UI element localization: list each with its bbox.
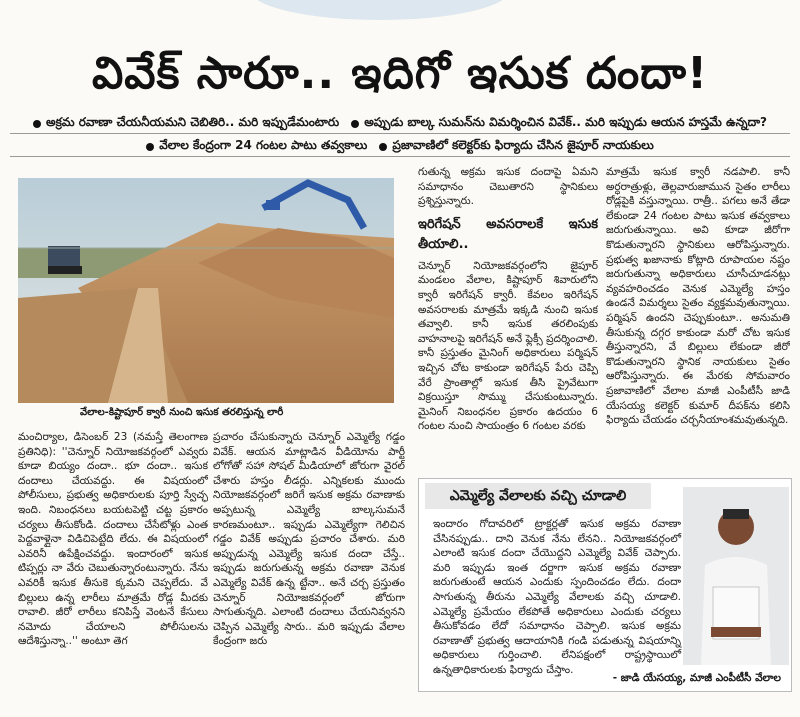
article-column-3 [418, 165, 598, 465]
box-signature: - జాడి యేసయ్య, మాజీ ఎంపీటీసీ వేలాల [612, 672, 781, 684]
divider [10, 133, 790, 134]
bullet-icon [351, 120, 359, 128]
box-title: ఎమ్మెల్యే వేలాలకు వచ్చి చూడాలి [425, 483, 651, 509]
person-photo [683, 487, 789, 665]
portrait-image [683, 487, 789, 665]
subheading: ఇరిగేషన్‌ అవసరాలకే ఇసుక తీయాలి.. [418, 216, 598, 252]
bullet-icon [379, 143, 387, 151]
quote-box [418, 478, 792, 692]
article-column-4 [606, 165, 790, 465]
deck-row-1 [0, 115, 800, 132]
deck-item: వేలాల కేంద్రంగా 24 గంటల పాటు తవ్వకాలు [146, 138, 367, 155]
news-photo [18, 178, 394, 403]
article-column-2 [213, 430, 405, 712]
deck-item: అక్రమ రవాణా చేయనీయమని చెబితిరి.. మరి ఇప్పుడేమంటారు [33, 115, 339, 132]
header-decoration [250, 0, 510, 20]
deck-row-2 [0, 138, 800, 155]
paragraph: మంచిర్యాల, డిసెంబర్‌ 23 (నమస్తే తెలంగాణ ప్రతినిధి): ''చెన్నూర్‌ నియోజకవర్గంలో ఎవ్వరు కూడా బియ్యం దందా.. భూ దందా.. ఇసుక దందాలు చేయవద్దు. ఈ విషయంలో పోలీసులు, ప్రభుత్వ అధికారులకు పూర్తి స్వేచ్ఛ ఇంది. నిబంధనలు బయటపెట్టి చట్ట ప్రకారం చర్యలు తీసుకోండి. దందాలు చేసేటోళ్లు ఎంత పెద్దవాళ్లైనా విడిచిపెట్టేది లేదు. ఈ విషయంలో ఎవరినీ ఉపేక్షించవద్దు. ఇందారంలో ఇసుక టిప్పర్లు నా వేరు చెబుతున్నారంటున్నారు. నేను ఎవరికీ ఇసుక తీసుకె క్కమని చెప్పలేదు. వే బిల్లులు ఉన్న లారీలు మాత్రమే రోడ్ల మీదకు రావాలి. జీరో లారీలు కనిపిస్తే వెంటనే కేసులు నమోదు చేయాలని పోలీసులను ఆదేశిస్తున్నా..'' అంటూ తెగ [18, 431, 208, 648]
paragraph: గుతున్న అక్రమ ఇసుక దందాపై ఏమని సమాధానం చెబుతారని స్థానికులు ప్రశ్నిస్తున్నారు. [418, 166, 598, 208]
box-text: ఇందారం గోదావరిలో ట్రాక్టర్లతో ఇసుక అక్రమ రవాణా చేసినప్పుడు.. దాని వెనుక నేను లేనని.. నియోజకవర్గంలో ఎలాంటి ఇసుక దందా చేయొద్దని ఎమ్మెల్యే వివేక్‌ చెప్పారు. మరి ఇప్పుడు ఇంత దర్జాగా ఇసుక అక్రమ రవాణా జరుగుతుంటే ఆయన ఎందుకు స్పందించడం లేదు. దందా సాగుతున్న తీరును ఎమ్మెల్యే వేలాలకు వచ్చి చూడాలి. ఎమ్మెల్యే ప్రమేయం లేకపోతే అధికారులు ఎందుకు చర్యలు తీసుకోవడం లేదో సమాధానం చెప్పాలి. ఇసుక అక్రమ రవాణాతో ప్రభుత్వ ఆదాయానికి గండి పడుతున్న విషయాన్ని అధికారులు గుర్తించాలి. లేనిపక్షంలో రాష్ట్రస్థాయిలో ఉన్నతాధికారులకు ఫిర్యాదు చేస్తాం. [433, 518, 681, 676]
paragraph: మాత్రమే ఇసుక క్వారీ నడపాలి. కానీ అర్ధరాత్రుళ్లు, తెల్లవారుజామున సైతం లారీలు రోడ్లపైకి వస్తున్నాయి. రాత్రీ.. పగలు అనే తేడా లేకుండా 24 గంటల పాటు ఇసుక తవ్వకాలు జరుగుతున్నాయి. అవి కూడా జీరోగా కొడుతున్నారని స్థానికులు ఆరోపిస్తున్నారు. ప్రభుత్వ ఖజానాకు కోట్లాది రూపాయల నష్టం జరుగుతున్నా అధికారులు చూసీచూడనట్లు వ్యవహరించడం వెనుక ఎమ్మెల్యే హస్తం ఉండనే విమర్శలు సైతం వ్యక్తమవుతున్నాయి. పర్మిషన్‌ ఉందని చెప్పుకుంటూ.. అనుమతి తీసుకున్న దగ్గర కాకుండా మరో చోట ఇసుక తీస్తున్నారని, వే బిల్లులు లేకుండా జీరో కొడుతున్నారని స్థానిక నాయకులు సైతం ఆరోపిస్తున్నారు. ఈ మేరకు సోమవారం ప్రజావాణిలో వేలాల మాజీ ఎంపీటీసీ జాడి యేసయ్య కలెక్టర్‌ కుమార్‌ దీపక్‌ను కలిసి ఫిర్యాదు చేయడం చర్చనీయాంశమవుతున్నది. [606, 166, 790, 427]
bullet-icon [33, 120, 41, 128]
article-column-1 [18, 430, 208, 712]
bullet-icon [146, 143, 154, 151]
headline: వివేక్‌ సారూ.. ఇదిగో ఇసుక దందా! [91, 48, 709, 99]
quarry-scene-image [18, 178, 394, 403]
photo-caption: వేలాల-కిష్టాపూర్‌ క్వారీ నుంచి ఇసుక తరలిస్తున్న లారీ [80, 407, 284, 418]
deck-item: అప్పుడు బాల్క సుమన్‌ను విమర్శించిన వివేక్‌.. మరి ఇప్పుడు ఆయన హస్తమే ఉన్నదా? [351, 115, 767, 132]
paragraph: ప్రచారం చేసుకున్నారు చెన్నూర్‌ ఎమ్మెల్యే గడ్డం వివేక్‌. ఆయన మాట్లాడిన వీడియోను పార్టీ లోగోతో సహా సోషల్‌ మీడియాలో జోరుగా వైరల్‌ చేశారు హస్తం లీడర్లు. ఎన్నికలకు ముందు నియోజకవర్గంలో జరిగే ఇసుక అక్రమ రవాణాకు అప్పటున్న ఎమ్మెల్యే బాల్కసుమనే కారణమంటూ.. ఇప్పుడు ఎమ్మెల్యేగా గెలిచిన గడ్డం వివేక్‌ అప్పుడు ప్రచారం చేశారు. మరి అప్పుడున్న ఎమ్మెల్యే ఇసుక దందా చేస్తే.. ఇప్పుడు జరుగుతున్న అక్రమ రవాణా వెనుక ఎమ్మెల్యే వివేక్‌ ఉన్న ట్టేనా.. అనే చర్చ ప్రస్తుతం చెన్నూర్‌ నియోజకవర్గంలో జోరుగా సాగుతున్నది. ఎలాంటి దందాలు చేయనివ్వనని చెప్పిన ఎమ్మెల్యే సారు.. మరి ఇప్పుడు వేలాల కేంద్రంగా జరు [213, 431, 405, 648]
divider [10, 156, 790, 157]
deck-item: ప్రజావాణిలో కలెక్టర్‌కు ఫిర్యాదు చేసిన జైపూర్‌ నాయకులు [379, 138, 653, 155]
paragraph: చెన్నూర్‌ నియోజకవర్గంలోని జైపూర్‌ మండలం వేలాల, కిష్టాపూర్‌ శివారులోని క్వారీ ఇరిగేషన్‌ క్వారీ. కేవలం ఇరిగేషన్‌ అవసరాలకు మాత్రమే ఇక్కడి నుంచి ఇసుక తవ్వాలి. కానీ ఇసుక తరలింపుకు వాహనాలపై ఇరిగేషన్‌ అనే ఫ్లెక్సీ ప్రదర్శించాలి. కానీ ప్రస్తుతం మైనింగ్‌ అధికారులు పర్మిషన్‌ ఇచ్చిన చోట కాకుండా ఇరిగేషన్‌ పేరు చెప్పి వేరే ప్రాంతాల్లో ఇసుక తీసి ప్రైవేటుగా విక్రయిస్తూ సొమ్ము చేసుకుంటున్నారు. మైనింగ్‌ నిబంధనల ప్రకారం ఉదయం 6 గంటల నుంచి సాయంత్రం 6 గంటల వరకు [418, 259, 598, 433]
